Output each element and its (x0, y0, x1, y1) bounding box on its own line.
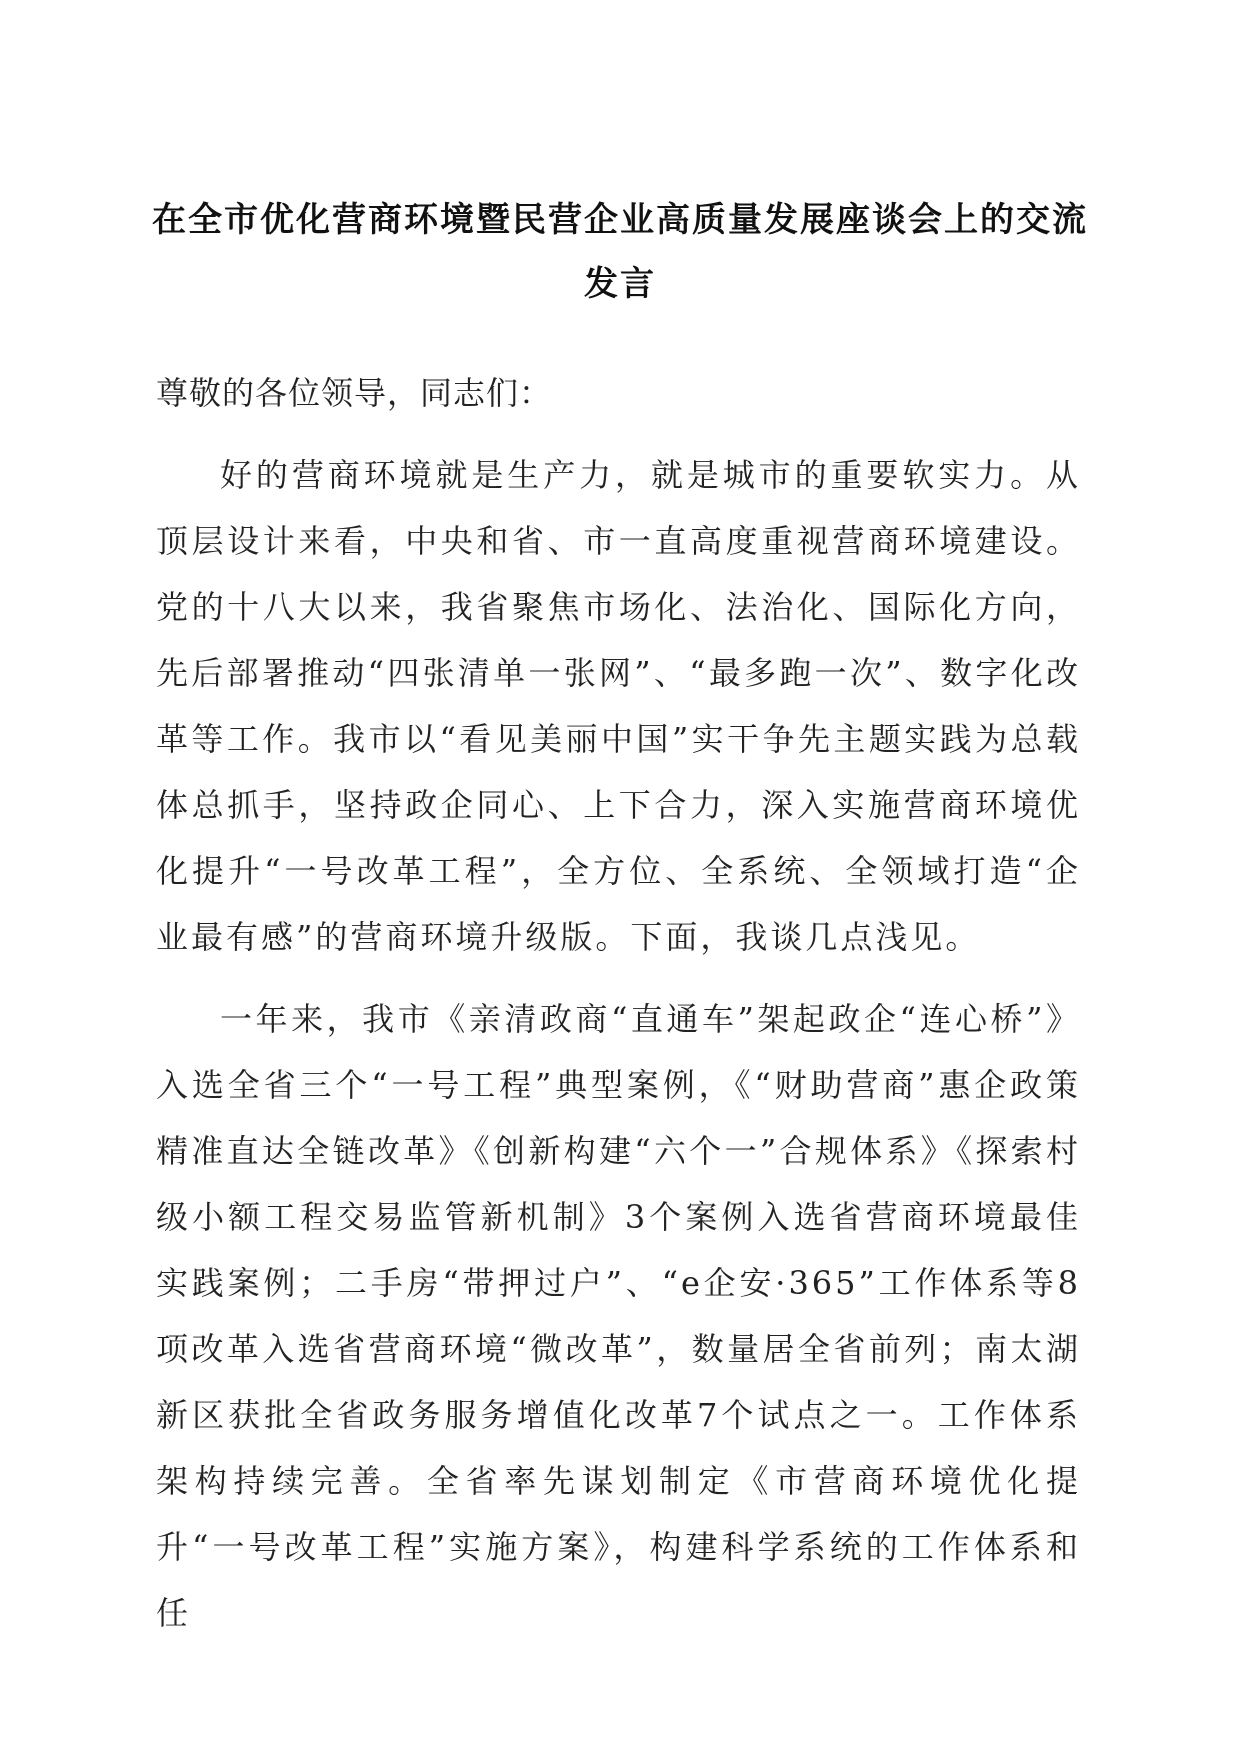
document-title: 在全市优化营商环境暨民营企业高质量发展座谈会上的交流发言 (152, 200, 1088, 304)
salutation: 尊敬的各位领导，同志们： (156, 374, 553, 412)
document-body (156, 360, 1081, 1662)
paragraph-achievements: 一年来，我市《亲清政商“直通车”架起政企“连心桥”》入选全省三个“一号工程”典型案例，《“财助营商”惠企政策精准直达全链改革》《创新构建“六个一”合规体系》《探索村级小额工程交易监管新机制》3个案例入选省营商环境最佳实践案例；二手房“带押过户”、“e企安·365”工作体系等8项改革入选省营商环境“微改革”，数量居全省前列；南太湖新区获批全省政务服务增值化改革7个试点之一。工作体系架构持续完善。全省率先谋划制定《市营商环境优化提升“一号改革工程”实施方案》，构建科学系统的工作体系和任 (156, 1000, 1081, 1632)
paragraph-intro: 好的营商环境就是生产力，就是城市的重要软实力。从顶层设计来看，中央和省、市一直高度重视营商环境建设。党的十八大以来，我省聚焦市场化、法治化、国际化方向，先后部署推动“四张清单一张网”、“最多跑一次”、数字化改革等工作。我市以“看见美丽中国”实干争先主题实践为总载体总抓手，坚持政企同心、上下合力，深入实施营商环境优化提升“一号改革工程”，全方位、全系统、全领域打造“企业最有感”的营商环境升级版。下面，我谈几点浅见。 (156, 456, 1081, 956)
